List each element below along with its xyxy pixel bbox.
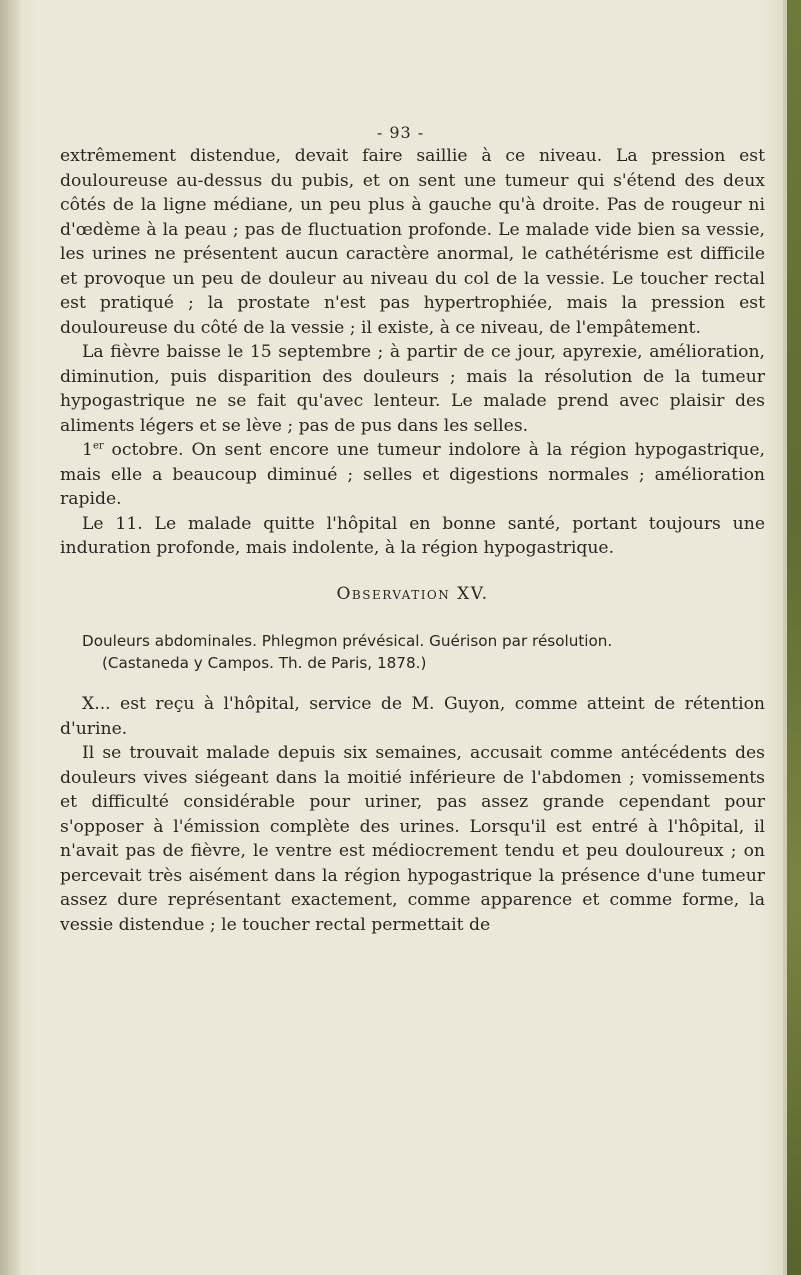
paragraph-discharge: Le 11. Le malade quitte l'hôpital en bonne santé, portant toujours une induration profonde, mais indolente, à la région hypogastrique. [60, 513, 765, 558]
october-day: 1 [82, 440, 93, 460]
page-gutter-shadow [0, 0, 22, 1275]
summary-source: (Castaneda y Campos. Th. de Paris, 1878.) [102, 654, 427, 672]
summary-title: Douleurs abdominales. Phlegmon prévésical. Guérison par résolution. [82, 632, 613, 650]
observation-heading: Observation XV. [336, 583, 489, 604]
paragraph-history: Il se trouvait malade depuis six semaines, accusait comme antécédents des douleurs vives siégeant dans la moitié inférieure de l'abdomen ; vomissements et difficulté considérable pour uriner, pas assez grande cependant pour s'opposer à l'émission complète des urines. Lorsqu'il est entré à l'hôpital, il n'avait pas de fièvre, le ventre est médiocrement tendu et peu douloureux ; on percevait très aisément dans la région hypogastrique la présence d'une tumeur assez dure représentant exactement, comme apparence et comme forme, la vessie distendue ; le toucher rectal permettait de [60, 743, 765, 935]
paragraph-continued: extrêmement distendue, devait faire saillie à ce niveau. La pression est douloureuse au-dessus du pubis, et on sent une tumeur qui s'étend des deux côtés de la ligne médiane, un peu plus à gauche qu'à droite. Pas de rougeur ni d'œdème à la peau ; pas de fluctuation profonde. Le malade vide bien sa vessie, les urines ne présentent aucun caractère anormal, le cathétérisme est difficile et provoque un peu de douleur au niveau du col de la vessie. Le toucher rectal est pratiqué ; la prostate n'est pas hypertrophiée, mais la pression est douloureuse du côté de la vessie ; il existe, à ce niveau, de l'empâtement. [60, 146, 765, 338]
paragraph-admission: X... est reçu à l'hôpital, service de M. Guyon, comme atteint de rétention d'urine. [60, 694, 765, 739]
page-body [60, 144, 765, 937]
paragraph-october [60, 438, 765, 512]
observation-summary [60, 630, 765, 674]
october-ordinal: er [92, 440, 104, 452]
paragraph-fever: La fièvre baisse le 15 septembre ; à partir de ce jour, apyrexie, amélioration, diminution, puis disparition des douleurs ; mais la résolution de la tumeur hypogastrique ne se fait qu'avec lenteur. Le malade prend avec plaisir des aliments légers et se lève ; pas de pus dans les selles. [60, 342, 765, 436]
october-text: octobre. On sent encore une tumeur indolore à la région hypogastrique, mais elle a beaucoup diminué ; selles et digestions normales ; amélioration rapide. [60, 440, 765, 509]
page-number: - 93 - [376, 123, 425, 142]
book-cover-edge [787, 0, 801, 1275]
